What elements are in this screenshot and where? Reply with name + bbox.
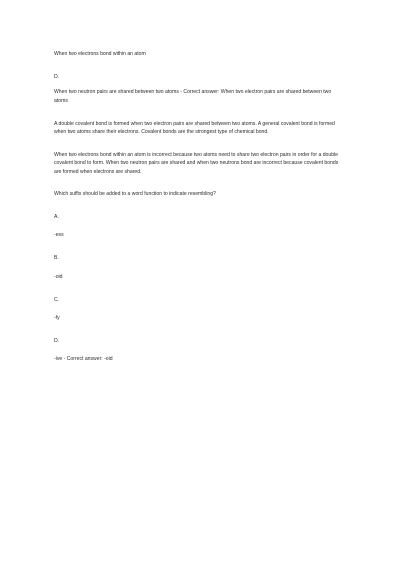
explanation-paragraph: A double covalent bond is formed when two electron pairs are shared between two atoms. A general covalent bond is formed when two atoms share their electrons. Covalent bonds are the strongest type of chemical bond. bbox=[54, 120, 335, 136]
answer-option-with-correct: When two neutron pairs are shared between two atoms - Correct answer: When two electron pairs are shared between two atoms bbox=[54, 89, 332, 104]
option-label: A. bbox=[54, 214, 59, 221]
answer-option-text: -fy bbox=[54, 315, 60, 322]
answer-option-text: When two electrons bond within an atom bbox=[54, 51, 146, 57]
option-label: B. bbox=[54, 255, 59, 262]
option-label: D. bbox=[54, 338, 60, 345]
option-label: C. bbox=[54, 296, 60, 303]
question-text: Which suffix should be added to a word function to indicate resembling? bbox=[54, 190, 216, 197]
answer-option-with-correct: -ive - Correct answer: -oid bbox=[54, 356, 113, 363]
answer-option-text: -ess bbox=[54, 232, 64, 239]
answer-option-text: -oid bbox=[54, 273, 63, 280]
option-label: D. bbox=[54, 74, 60, 81]
explanation-paragraph: When two electrons bond within an atom is incorrect because two atoms need to share two electron pairs in order for a double covalent bond to form. When two neutron pairs are shared and when two neutrons bond are incorrect because covalent bonds are formed when electrons are shared. bbox=[54, 152, 339, 175]
